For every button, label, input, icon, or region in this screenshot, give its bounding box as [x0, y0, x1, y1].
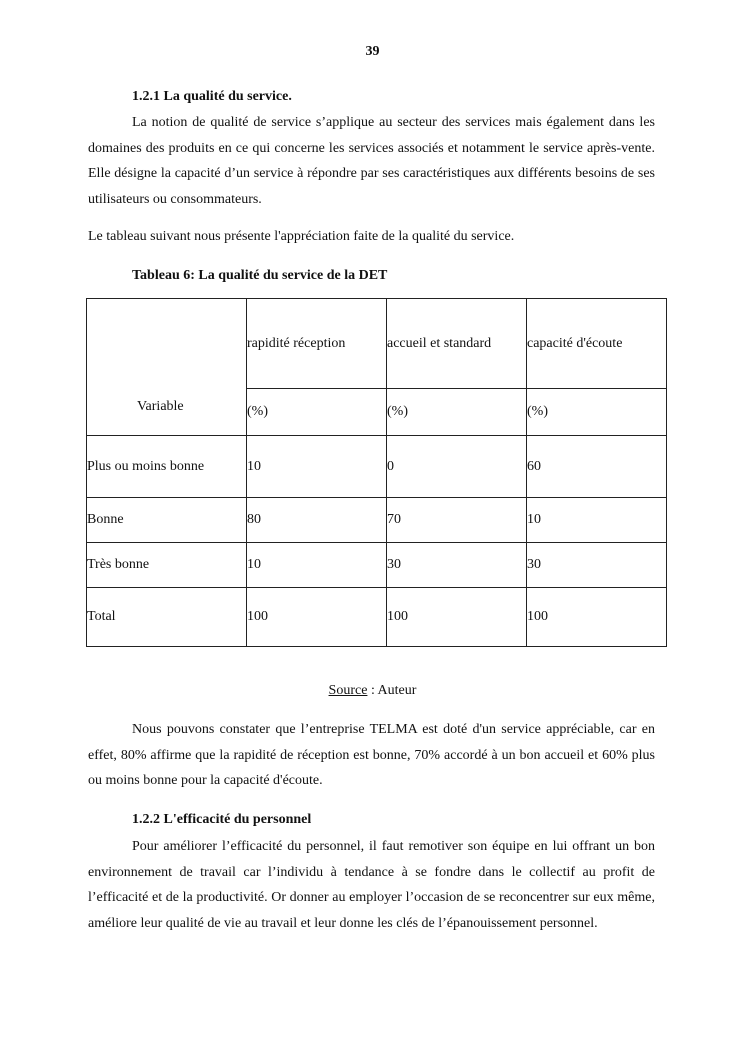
row-label: Total: [87, 588, 247, 647]
section-heading-quality: 1.2.1 La qualité du service.: [132, 89, 292, 104]
column-header: capacité d'écoute: [527, 299, 667, 389]
unit-cell: (%): [247, 389, 387, 436]
page-number: 39: [365, 44, 380, 59]
paragraph-efficiency: [88, 834, 655, 936]
table-cell: 10: [247, 543, 387, 588]
table-source: [0, 683, 745, 699]
variable-header: Variable: [87, 299, 247, 436]
quality-table: [86, 298, 667, 647]
row-label: Plus ou moins bonne: [87, 436, 247, 498]
table-cell: 0: [387, 436, 527, 498]
table-cell: 30: [387, 543, 527, 588]
section-heading-efficiency: 1.2.2 L'efficacité du personnel: [132, 812, 312, 827]
source-text: : Auteur: [367, 683, 417, 698]
column-header: rapidité réception: [247, 299, 387, 389]
source-label: Source: [328, 683, 368, 698]
table-cell: 100: [387, 588, 527, 647]
row-label: Bonne: [87, 498, 247, 543]
paragraph-analysis-text: Nous pouvons constater que l’entreprise TELMA est doté d'un service appréciable, car en effet, 80% affirme que la rapidité de réception est bonne, 70% accordé à un bon accueil et 60% plus ou moins bonne pour la capacité d'écoute.: [88, 722, 655, 788]
unit-cell: (%): [387, 389, 527, 436]
column-header: accueil et standard: [387, 299, 527, 389]
table-row: [87, 436, 667, 498]
table-caption: Tableau 6: La qualité du service de la DET: [132, 268, 388, 283]
unit-cell: (%): [527, 389, 667, 436]
table-cell: 10: [527, 498, 667, 543]
paragraph-quality-definition: [88, 110, 655, 212]
table-cell: 100: [247, 588, 387, 647]
table-cell: 30: [527, 543, 667, 588]
table-cell: 100: [527, 588, 667, 647]
table-row: [87, 543, 667, 588]
table-intro-line: Le tableau suivant nous présente l'appréciation faite de la qualité du service.: [88, 229, 515, 244]
table-row: [87, 498, 667, 543]
table-cell: 70: [387, 498, 527, 543]
table-cell: 60: [527, 436, 667, 498]
paragraph-quality-text: La notion de qualité de service s’applique au secteur des services mais également dans les domaines des produits en ce qui concerne les services associés et notamment le service après-vente. Elle désigne la capacité d’un service à répondre par ses caractéristiques aux différents besoins de ses utilisateurs ou consommateurs.: [88, 115, 655, 207]
table-row-total: [87, 588, 667, 647]
table-cell: 80: [247, 498, 387, 543]
table-header-row: [87, 299, 667, 389]
table-cell: 10: [247, 436, 387, 498]
paragraph-analysis: [88, 717, 655, 794]
row-label: Très bonne: [87, 543, 247, 588]
paragraph-efficiency-text: Pour améliorer l’efficacité du personnel, il faut remotiver son équipe en lui offrant un bon environnement de travail car l’individu à tendance à se fondre dans le collectif au profit de l’efficacité et de la productivité. Or donner au employer l’occasion de se reconcentrer sur eux même, améliore leur qualité de vie au travail et leur donne les clés de l’épanouissement personnel.: [88, 839, 655, 931]
